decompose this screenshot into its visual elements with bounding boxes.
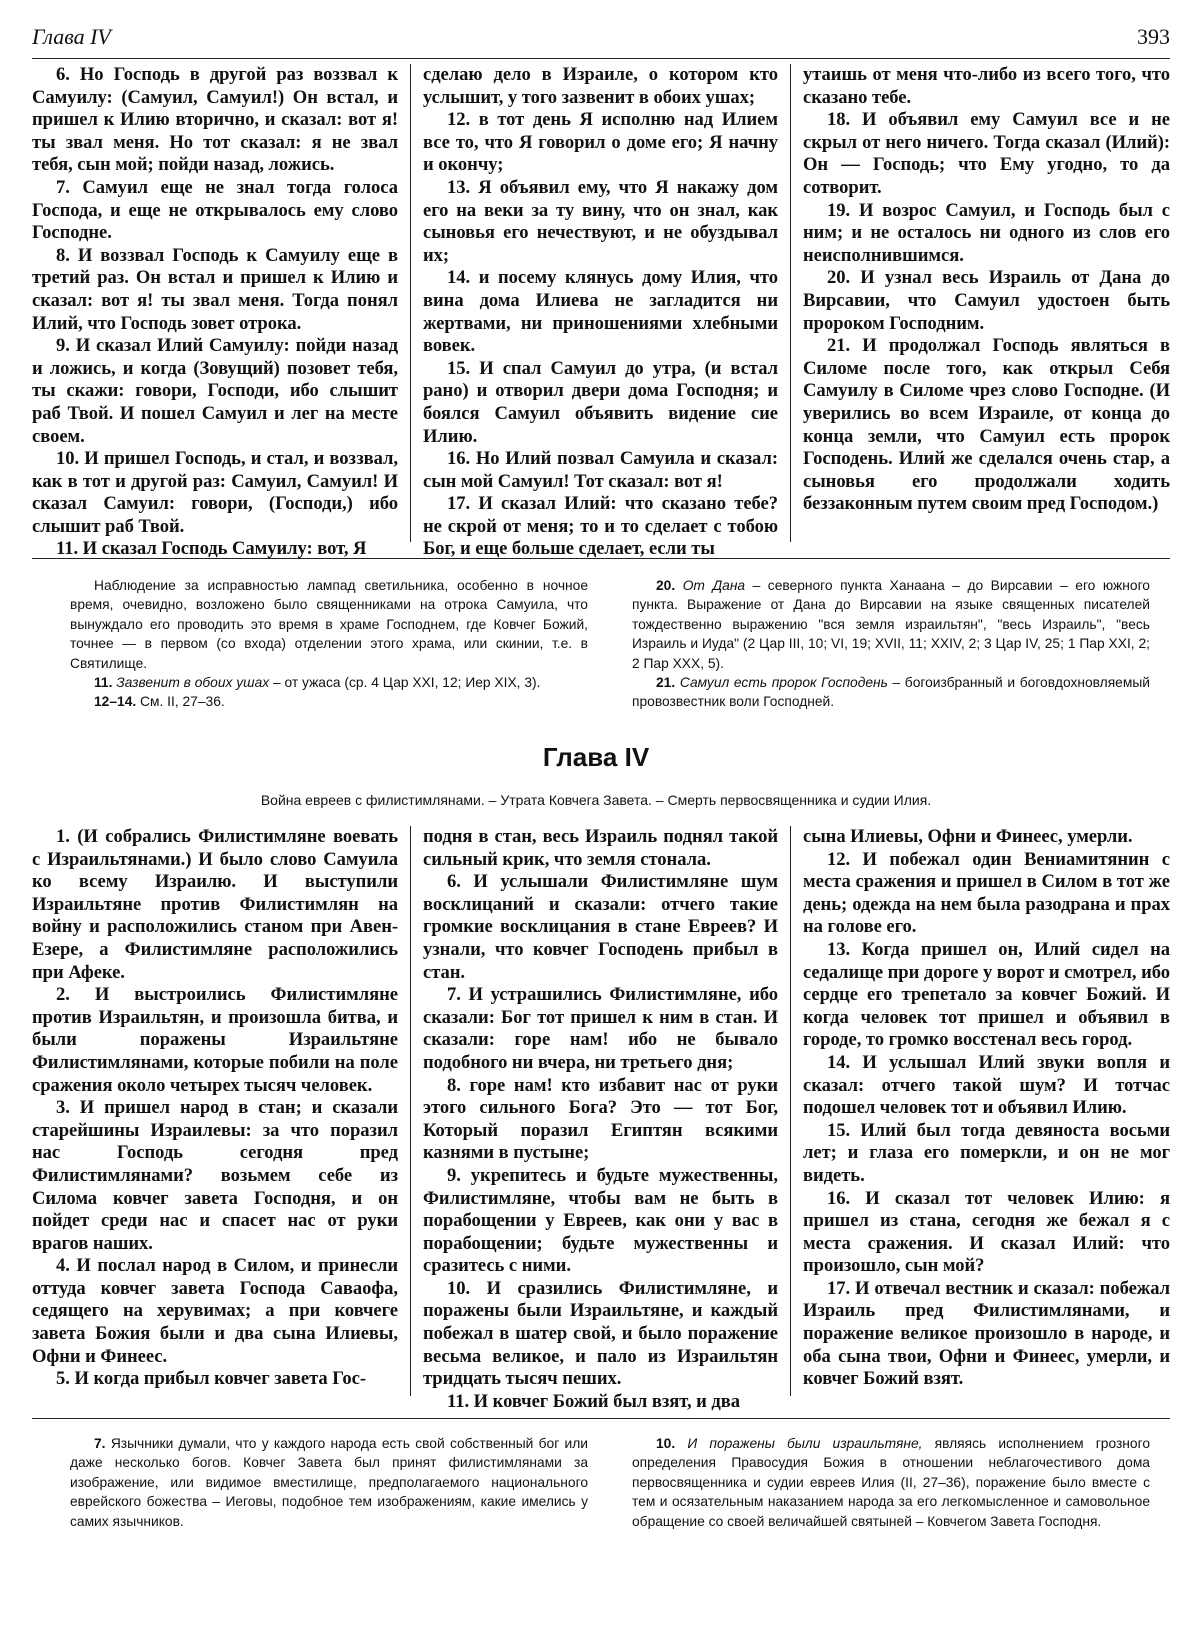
verse: 17. И отвечал вестник и сказал: побежал Израиль пред Филистимлянами, и поражение великое произошло в народе, и оба сына твои, Офни и Финеес, умерли, и ковчег Божий взят. [803, 1277, 1170, 1390]
verse: 13. Когда пришел он, Илий сидел на седалище при дороге у ворот и смотрел, ибо сердце его трепетало за ковчег Божий. И когда человек тот пришел и объявил в городе, то громко восстенал весь город. [803, 938, 1171, 1051]
footnote [70, 692, 588, 711]
verse: 19. И возрос Самуил, и Господь был с ним; и не осталось ни одного из слов его неисполнившимся. [803, 199, 1170, 266]
footnote-number: 12–14. [94, 694, 137, 710]
verse: 9. И сказал Илий Самуилу: пойди назад и ложись, и когда (Зовущий) позовет тебя, ты скажи: говори, Господи, ибо слышит раб Твой. И пошел Самуил и лег на месте своем. [32, 335, 398, 447]
footnote [632, 673, 1150, 712]
footnote-divider [32, 558, 1170, 559]
top-footnotes-left [70, 576, 588, 712]
top-footnotes-right [632, 576, 1150, 712]
verse: 14. и посему клянусь дому Илия, что вина дома Илиева не загладится ни жертвами, ни приношениями хлебными вовек. [423, 267, 778, 357]
verse: 15. Илий был тогда девяноста восьми лет; и глаза его померкли, и он не мог видеть. [803, 1119, 1170, 1186]
bottom-column-2 [410, 826, 790, 1412]
verse: 8. горе нам! кто избавит нас от руки этого сильного Бога? Это — тот Бог, Который поразил Египтян всякими казнями в пустыне; [423, 1074, 778, 1164]
footnote-term: Зазвенит в обоих ушах [116, 675, 270, 691]
footnote [70, 673, 588, 692]
bottom-text-columns [32, 826, 1171, 1412]
bottom-column-3 [790, 826, 1170, 1396]
verse-continuation: подня в стан, весь Израиль поднял такой сильный крик, что земля стонала. [423, 826, 778, 870]
footnote-term: Самуил есть пророк Господень [679, 675, 888, 691]
footnote-text: – от ужаса (ср. 4 Цар XXI, 12; Иер XIX, 3). [269, 675, 541, 691]
footnote-term: От Дана [682, 578, 746, 593]
verse: 1. (И собрались Филистимляне воевать с Израильтянами.) И было слово Самуила ко всему Израилю. И выступили Израильтяне против Филистимлян на войну и расположились станом при Авен-Езере, а Филистимляне расположились при Афеке. [32, 826, 398, 983]
footnote-text: Наблюдение за исправностью лампад светильника, особенно в ночное время, очевидно, возложено было священниками на отрока Самуила, что вынуждало его проводить это время в храме Господнем, где Ковчег Божий, точнее — в первом (со входа) отделении этого храма, или скинии, т.е. в Святилище. [70, 578, 588, 671]
verse: 11. И сказал Господь Самуилу: вот, Я [56, 538, 367, 560]
footnote-number: 21. [656, 675, 676, 691]
footnote-text: – богоизбранный и боговдохновляемый провозвестник воли Господней. [632, 675, 1150, 710]
verse: 16. Но Илий позвал Самуила и сказал: сын мой Самуил! Тот сказал: вот я! [423, 448, 778, 492]
footnote [70, 1434, 588, 1531]
verse-continuation: сделаю дело в Израиле, о котором кто услышит, у того зазвенит в обоих ушах; [423, 64, 778, 108]
verse: 7. Самуил еще не знал тогда голоса Господа, и еще не открывалось ему слово Господне. [32, 176, 398, 244]
verse: 9. укрепитесь и будьте мужественны, Филистимляне, чтобы вам не быть в порабощении у Евреев, как они у вас в порабощении; будьте мужественны и сразитесь с ними. [423, 1164, 778, 1277]
footnote-text: являясь исполнением грозного определения Правосудия Божия в отношении неблагочестивого дома первосвященника и судии евреев Илия (II, 27–36), поражение было вместе с тем и осязательным наказанием народа за его легкомысленное и самовольное обращение со своей величайшей святыней – Ковчегом Завета Господня. [632, 1436, 1150, 1529]
bottom-column-1 [32, 826, 410, 1396]
chapter-summary: Война евреев с филистимлянами. – Утрата Ковчега Завета. – Смерть первосвященника и судии Илия. [260, 792, 932, 808]
verse: 21. И продолжал Господь являться в Силоме после того, как открыл Себя Самуилу в Силоме чрез слово Господне. (И уверились во всем Израиле, от конца до конца земли, что Самуил есть пророк Господень. Илий же сделался очень стар, а сыновья его продолжали ходить беззаконным путем своим пред Господом.) [803, 335, 1170, 515]
bottom-footnotes-right [632, 1434, 1150, 1531]
verse-continuation: утаишь от меня что-либо из всего того, что сказано тебе. [803, 64, 1170, 108]
verse-continuation: сына Илиевы, Офни и Финеес, умерли. [803, 826, 1133, 847]
running-header-chapter: Глава IV [32, 24, 111, 49]
top-column-3 [790, 64, 1170, 542]
verse: 3. И пришел народ в стан; и сказали старейшины Израилевы: за что поразил нас Господь сегодня пред Филистимлянами? возьмем себе из Силома ковчег завета Господня, и он пойдет среди нас и спасет нас от руки врагов наших. [32, 1097, 398, 1254]
top-column-2 [410, 64, 790, 560]
running-header [32, 22, 1170, 59]
verse: 15. И спал Самуил до утра, (и встал рано) и отворил двери дома Господня; и боялся Самуил объявить видение сие Илию. [423, 357, 778, 447]
footnote-text: – северного пункта Ханаана – до Вирсавии – его южного пункта. Выражение от Дана до Вирсавии на языке священных писателей тождественно выражению "вся земля израильтян", "весь Израиль", "весь Израиль и Иуда" (2 Цар III, 10; VI, 19; XVII, 11; XXIV, 2; 3 Цар IV, 25; 1 Пар XXI, 2; 2 Пар XXX, 5). [632, 578, 1150, 671]
top-footnotes [70, 576, 1150, 712]
footnote-term: И поражены были израильтяне, [687, 1436, 923, 1451]
verse: 4. И послал народ в Силом, и принесли оттуда ковчег завета Господа Саваофа, седящего на херувимах; а при ковчеге завета Божия были и два сына Илиевы, Офни и Финеес. [32, 1255, 398, 1367]
verse: 12. И побежал один Вениамитянин с места сражения и пришел в Силом в тот же день; одежда на нем была разодрана и прах на голове его. [803, 848, 1170, 938]
page-number: 393 [1137, 24, 1170, 49]
chapter-title: Глава IV [542, 742, 650, 772]
top-column-1 [32, 64, 410, 560]
verse: 6. И услышали Филистимляне шум восклицаний и сказали: отчего такие громкие восклицания в стане Евреев? И узнали, что ковчег Господень прибыл в стан. [423, 871, 778, 983]
verse: 20. И узнал весь Израиль от Дана до Вирсавии, что Самуил удостоен быть пророком Господним. [803, 267, 1170, 334]
verse: 2. И выстроились Филистимляне против Израильтян, и произошла битва, и были поражены Израильтяне Филистимлянами, которые побили на поле сражения около четырех тысяч человек. [32, 984, 398, 1096]
verse: 10. И сразились Филистимляне, и поражены были Израильтяне, и каждый побежал в шатер свой, и было поражение весьма великое, и пало из Израильтян тридцать тысяч пеших. [423, 1277, 778, 1390]
verse: 11. И ковчег Божий был взят, и два [447, 1390, 741, 1412]
bottom-footnotes [70, 1434, 1150, 1531]
footnote [632, 1434, 1150, 1531]
verse: 6. Но Господь в другой раз воззвал к Самуилу: (Самуил, Самуил!) Он встал, и пришел к Илию вторично, и сказал: вот я! ты звал меня. Но тот сказал: я не звал тебя, сын мой; пойди назад, ложись. [32, 64, 398, 176]
footnote-number: 11. [94, 675, 113, 691]
verse: 13. Я объявил ему, что Я накажу дом его на веки за ту вину, что он знал, как сыновья его нечествуют, и не обуздывал их; [423, 176, 778, 266]
footnote [632, 576, 1150, 673]
verse: 12. в тот день Я исполню над Илием все то, что Я говорил о доме его; Я начну и окончу; [423, 109, 778, 176]
footnote-divider [32, 1418, 1170, 1419]
verse: 17. И сказал Илий: что сказано тебе? не скрой от меня; то и то сделает с тобою Бог, и еще больше сделает, если ты [423, 493, 778, 560]
bottom-footnotes-left [70, 1434, 588, 1531]
footnote [70, 576, 588, 673]
verse: 18. И объявил ему Самуил все и не скрыл от него ничего. Тогда сказал (Илий): Он — Господь; что Ему угодно, то да сотворит. [803, 109, 1170, 198]
footnote-number: 20. [656, 578, 676, 593]
verse: 8. И воззвал Господь к Самуилу еще в третий раз. Он встал и пришел к Илию и сказал: вот я! ты звал меня. Тогда понял Илий, что Господь зовет отрока. [32, 244, 398, 334]
footnote-number: 7. [94, 1436, 106, 1451]
verse: 10. И пришел Господь, и стал, и воззвал, как в тот и другой раз: Самуил, Самуил! И сказал Самуил: говори, (Господи,) ибо слышит раб Твой. [32, 448, 398, 537]
verse: 5. И когда прибыл ковчег завета Гос- [56, 1368, 366, 1390]
footnote-text: Язычники думали, что у каждого народа есть свой собственный бог или даже несколько богов. Ковчег Завета был принят филистимлянами за изображение, или видимое вместилище, предполагаемого национального еврейского божества – Иеговы, подобное тем изображениям, какие имелись у самих язычников. [70, 1436, 588, 1529]
top-text-columns [32, 64, 1170, 560]
verse: 16. И сказал тот человек Илию: я пришел из стана, сегодня же бежал я с места сражения. И сказал Илий: что произошло, сын мой? [803, 1187, 1170, 1277]
footnote-number: 10. [656, 1436, 676, 1451]
footnote-text: См. II, 27–36. [140, 694, 225, 710]
verse: 14. И услышал Илий звуки вопля и сказал: отчего такой шум? И тотчас подошел человек тот и объявил Илию. [803, 1051, 1170, 1119]
verse: 7. И устрашились Филистимляне, ибо сказали: Бог тот пришел к ним в стан. И сказали: горе нам! ибо не бывало подобного ни вчера, ни третьего дня; [423, 984, 778, 1073]
